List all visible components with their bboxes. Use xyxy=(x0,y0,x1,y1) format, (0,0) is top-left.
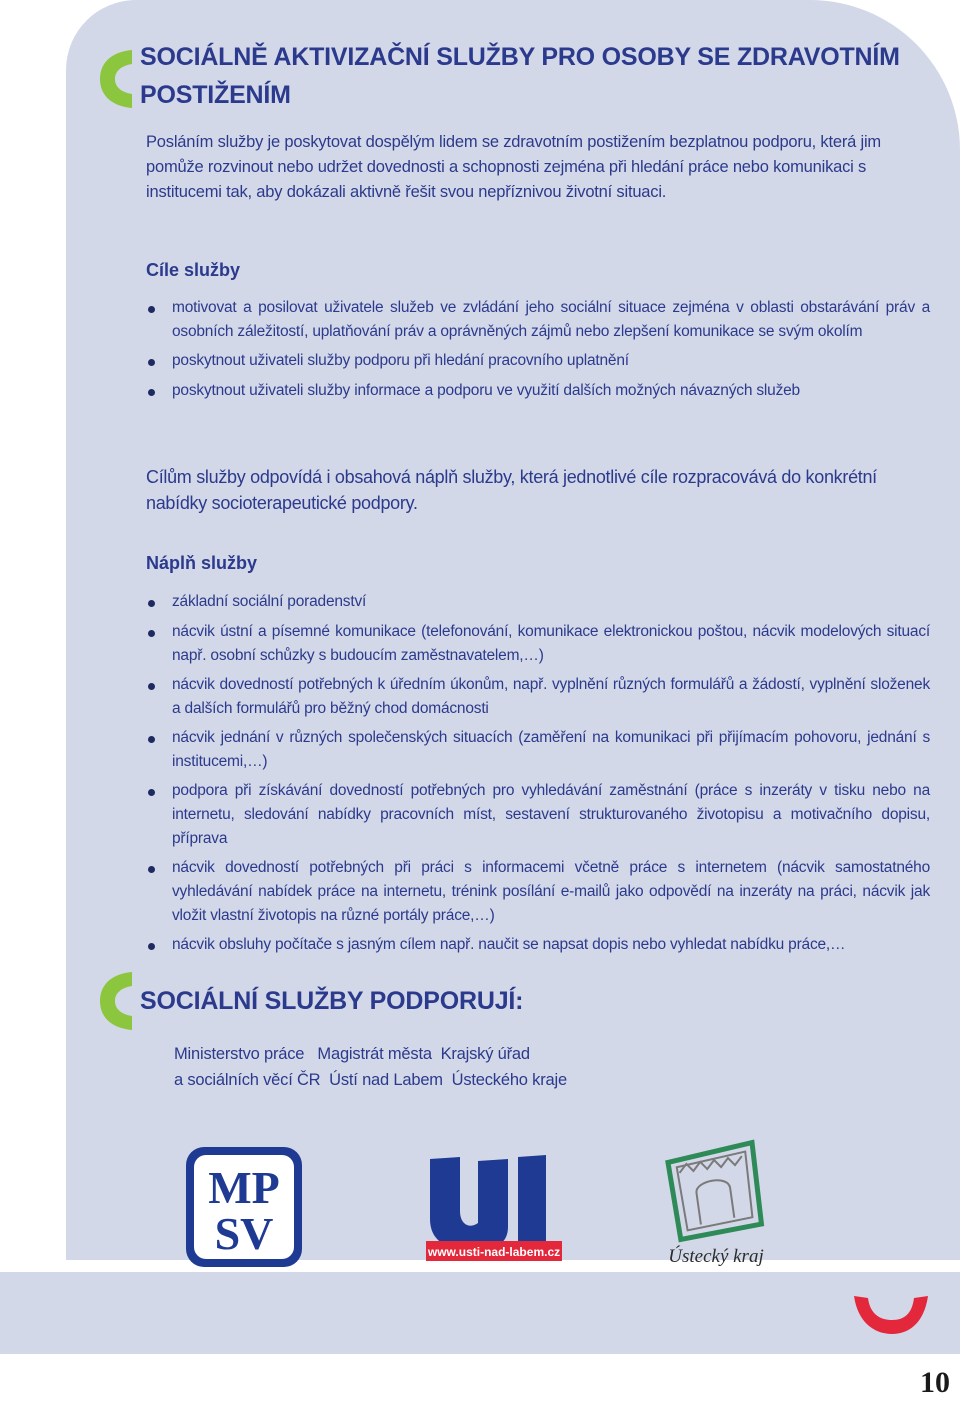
list-item: podpora při získávání dovedností potřebných pro vyhledávání zaměstnání (práce s inzeráty v tisku nebo na internetu, sledování nabídky pracovních míst, sestavení strukturovaného životopisu a motivačního dopisu, příprava xyxy=(146,779,930,851)
list-item: nácvik jednání v různých společenských situacích (zaměření na komunikaci při přijímacím pohovoru, jednání s institucemi,…) xyxy=(146,726,930,774)
content-heading: Náplň služby xyxy=(146,553,258,573)
kraj-name: Ústecký kraj xyxy=(668,1246,764,1267)
supporters-title: SOCIÁLNÍ SLUŽBY PODPORUJÍ: xyxy=(140,987,524,1015)
page-number: 10 xyxy=(920,1366,950,1399)
goals-heading: Cíle služby xyxy=(146,260,241,280)
summary-paragraph: Cílům služby odpovídá i obsahová náplň služby, která jednotlivé cíle rozpracovává do konkrétní nabídky socioterapeutické podpory. xyxy=(146,467,877,513)
supporters-list xyxy=(174,1041,567,1093)
list-item: nácvik ústní a písemné komunikace (telefonování, komunikace elektronickou poštou, nácvik modelových situací např. osobní schůzky s budoucím zaměstnavatelem,…) xyxy=(146,620,930,668)
mpsv-logo-top: MP xyxy=(208,1162,280,1213)
supporters-line1: Ministerstvo práce Magistrát města Krajský úřad xyxy=(174,1045,530,1063)
red-smile-icon xyxy=(852,1294,930,1336)
list-item: nácvik dovedností potřebných při práci s informacemi včetně práce s internetem (nácvik samostatného vyhledávání nabídek práce na internetu, trénink posílání e-mailů jako odpovědí na inzeráty na práci, nácvik jak vložit vlastní životopis na různé portály práce,…) xyxy=(146,856,930,928)
list-item: motivovat a posilovat uživatele služeb ve zvládání jeho sociální situace zejména v oblasti obstarávání práv a osobních záležitostí, uplatňování práv a oprávněných zájmů nebo zlepšení komunikace se svým okolím xyxy=(146,296,930,344)
ustecky-kraj-logo xyxy=(660,1138,772,1270)
supporters-line2: a sociálních věcí ČR Ústí nad Labem Ústeckého kraje xyxy=(174,1071,567,1089)
list-item: nácvik dovedností potřebných k úředním úkonům, např. vyplnění různých formulářů a žádostí, vyplnění složenek a dalších formulářů pro běžný chod domácnosti xyxy=(146,673,930,721)
mpsv-logo xyxy=(186,1147,302,1267)
section-title-line2: POSTIŽENÍM xyxy=(140,81,291,109)
green-bracket-icon xyxy=(96,48,136,110)
green-bracket-icon xyxy=(96,970,136,1032)
list-item: poskytnout uživateli služby informace a podporu ve využití dalších možných návazných služeb xyxy=(146,379,930,403)
list-item: poskytnout uživateli služby podporu při hledání pracovního uplatnění xyxy=(146,349,930,373)
mpsv-logo-bottom: SV xyxy=(214,1208,274,1259)
list-item: základní sociální poradenství xyxy=(146,590,930,614)
intro-paragraph: Posláním služby je poskytovat dospělým lidem se zdravotním postižením bezplatnou podporu, která jim pomůže rozvinout nebo udržet dovednosti a schopnosti zejména při hledání práce nebo komunikaci s institucemi tak, aby dokázali aktivně řešit svou nepříznivou životní situaci. xyxy=(146,133,881,201)
footer-band xyxy=(0,1272,960,1354)
usti-nad-labem-logo xyxy=(426,1153,562,1263)
section-title-line1: SOCIÁLNĚ AKTIVIZAČNÍ SLUŽBY PRO OSOBY SE ZDRAVOTNÍM xyxy=(140,43,900,71)
section-title xyxy=(140,38,900,114)
goals-list xyxy=(146,296,930,403)
content-list xyxy=(146,590,930,957)
list-item: nácvik obsluhy počítače s jasným cílem např. naučit se napsat dopis nebo vyhledat nabídku práce,… xyxy=(146,933,930,957)
usti-url: www.usti-nad-labem.cz xyxy=(427,1245,561,1259)
